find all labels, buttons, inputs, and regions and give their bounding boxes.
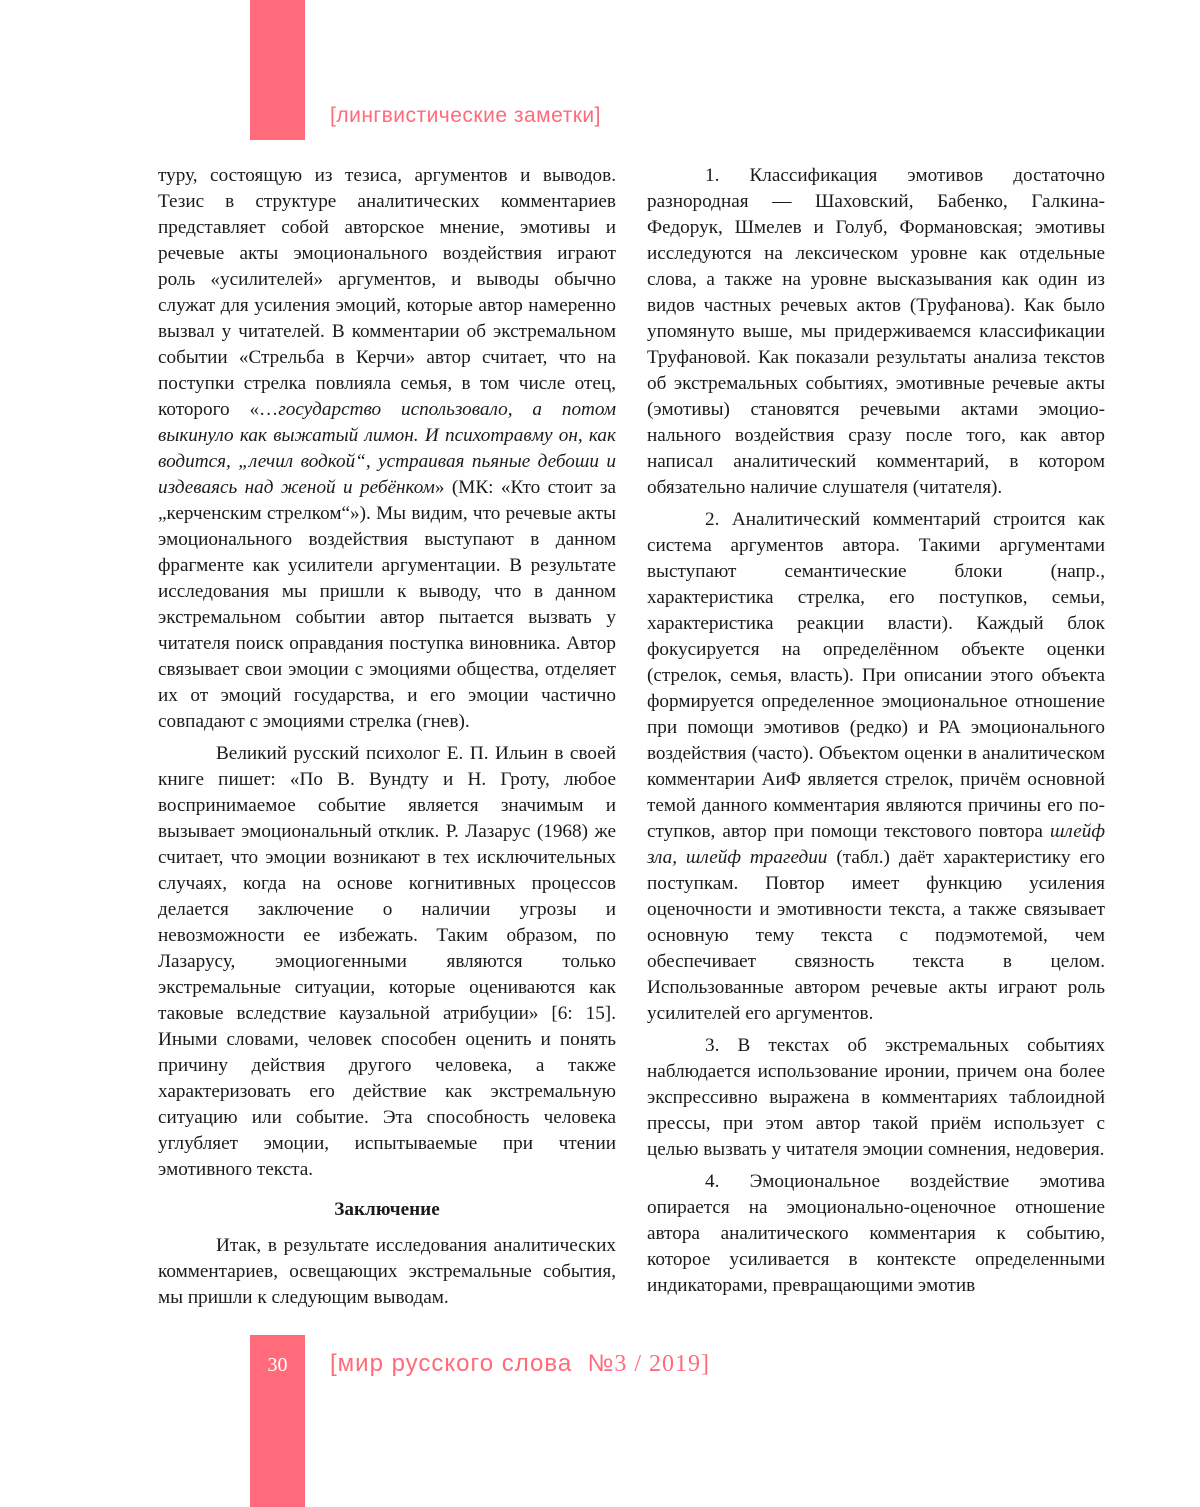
issue-mark: № — [587, 1350, 615, 1377]
left-column — [158, 163, 616, 1311]
text-run: » (МК: «Кто стоит за „керченским стрелком“»). Мы видим, что речевые акты эмоционального воздействия выступают в данном фрагменте как усилители аргументации. В результате исследования мы пришли к выводу, что в данном экстремальном событии автор пытается вызвать у читателя поиск оправдания поступка виновника. Автор связывает свои эмоции с эмоциями общества, отделяет их от эмоций государства, и его эмоции частично совпадают с эмоциями стрелка (гнев). — [158, 477, 616, 732]
conclusion-point-1: 1. Классификация эмотивов достаточно разнородная — Шаховский, Бабенко, Галкина-Федорук, Шмелев и Голуб, Формановская; эмотивы исследуются на лексическом уровне как отдельные слова, а также на уровне высказывания как один из видов частных речевых актов (Труфанова). Как было упомянуто выше, мы придерживаемся классификации Труфановой. Как показали результаты анализа текстов об экстремальных событиях, эмотивные речевые акты (эмотивы) становятся речевыми актами эмоционального воздействия сразу после того, как автор написал аналитический комментарий, в котором обязательно наличие слушателя (читателя). — [647, 165, 1105, 498]
header-color-bar — [250, 0, 305, 140]
paragraph-conclusion-intro: Итак, в результате исследования аналитических комментариев, освещающих экстремальные события, мы пришли к следующим выводам. — [158, 1235, 616, 1308]
text-run: (табл.) даёт характеристику его поступкам. Повтор имеет функцию усиления оценочности и эмотивности текста, а также связывает основную тему текста с подэмотемой, чем обеспечивает связность текста в целом. Использованные автором речевые акты играют роль усилителей его аргументов. — [647, 847, 1105, 1024]
example-italic: шлейф зла, шлейф трагедии — [647, 821, 1105, 868]
conclusion-point-3: 3. В текстах об экстремальных событиях наблюдается использование иронии, причем она более экспрессивно выражена в комментариях таблоидной прессы, при этом автор такой приём использует с целью вызвать у читателя эмоции сомнения, недоверия. — [647, 1035, 1105, 1160]
paragraph-ilyin-quote: Великий русский психолог Е. П. Ильин в своей книге пишет: «По В. Вундту и Н. Гроту, любое воспринимаемое событие является значимым и вызывает эмоциональный отклик. Р. Лазарус (1968) же считает, что эмоции возникают в тех исключительных случаях, когда на основе когнитивных процессов делается заключение о наличии угрозы и невозможности ее избежать. Таким образом, по Лазарусу, эмоциогенными являются только экстремальные ситуации, которые оцениваются как таковые вследствие каузальной атрибуции» [6: 15]. Иными словами, человек способен оценить и понять причину действия другого человека, а также характеризовать его действие как экстремальную ситуацию или событие. Эта способность человека углубляет эмоции, испытываемые при чтении эмотивного текста. — [158, 743, 616, 1180]
conclusion-heading: Заключение — [334, 1199, 440, 1220]
journal-footer — [330, 1350, 710, 1378]
quote-italic: государство использовало, а потом выкинуло как выжатый лимон. И психотравму он, как водится, „лечил водкой“, устраивая пьяные дебоши и издеваясь над женой и ребёнком — [158, 399, 616, 498]
journal-name: [мир русского слова — [330, 1350, 573, 1377]
text-run: 2. Аналитический комментарий строится как система аргументов автора. Такими аргументами выступают семантические блоки (напр., характеристика стрелка, его поступков, семьи, характеристика реакции власти). Каждый блок фокусируется на определённом объекте оценки (стрелок, семья, власть). При описании этого объекта формируется определенное эмоциональное отношение при помощи эмотивов (редко) и РА эмоционального воздействия (часто). Объектом оценки в аналитическом комментарии АиФ является стрелок, причём основной темой данного комментария являются причины его поступков, автор при помощи текстового повтора — [647, 509, 1105, 842]
text-run: туру, состоящую из тезиса, аргументов и выводов. Тезис в структуре аналитических комментариев представляет собой авторское мнение, эмотивы и речевые акты эмоционального воздействия играют роль «усилителей» аргументов, и выводы обычно служат для усиления эмоций, которые автор намеренно вызвал у читателей. В комментарии об экстремальном событии «Стрельба в Керчи» автор считает, что на поступки стрелка повлияла семья, в том числе отец, которого «… — [158, 165, 616, 420]
page-number: 30 — [267, 1354, 288, 1376]
conclusion-point-4: 4. Эмоциональное воздействие эмотива опирается на эмоционально-оценочное отношение автора аналитического комментария к событию, которое усиливается в контексте определенными индикаторами, превращающими эмотив — [647, 1171, 1105, 1296]
section-label: [лингвистические заметки] — [330, 104, 601, 127]
conclusion-point-2 — [647, 507, 1105, 1027]
paragraph-continuation — [158, 163, 616, 735]
right-column — [647, 163, 1105, 1299]
issue-number: 3 / 2019] — [614, 1351, 710, 1377]
